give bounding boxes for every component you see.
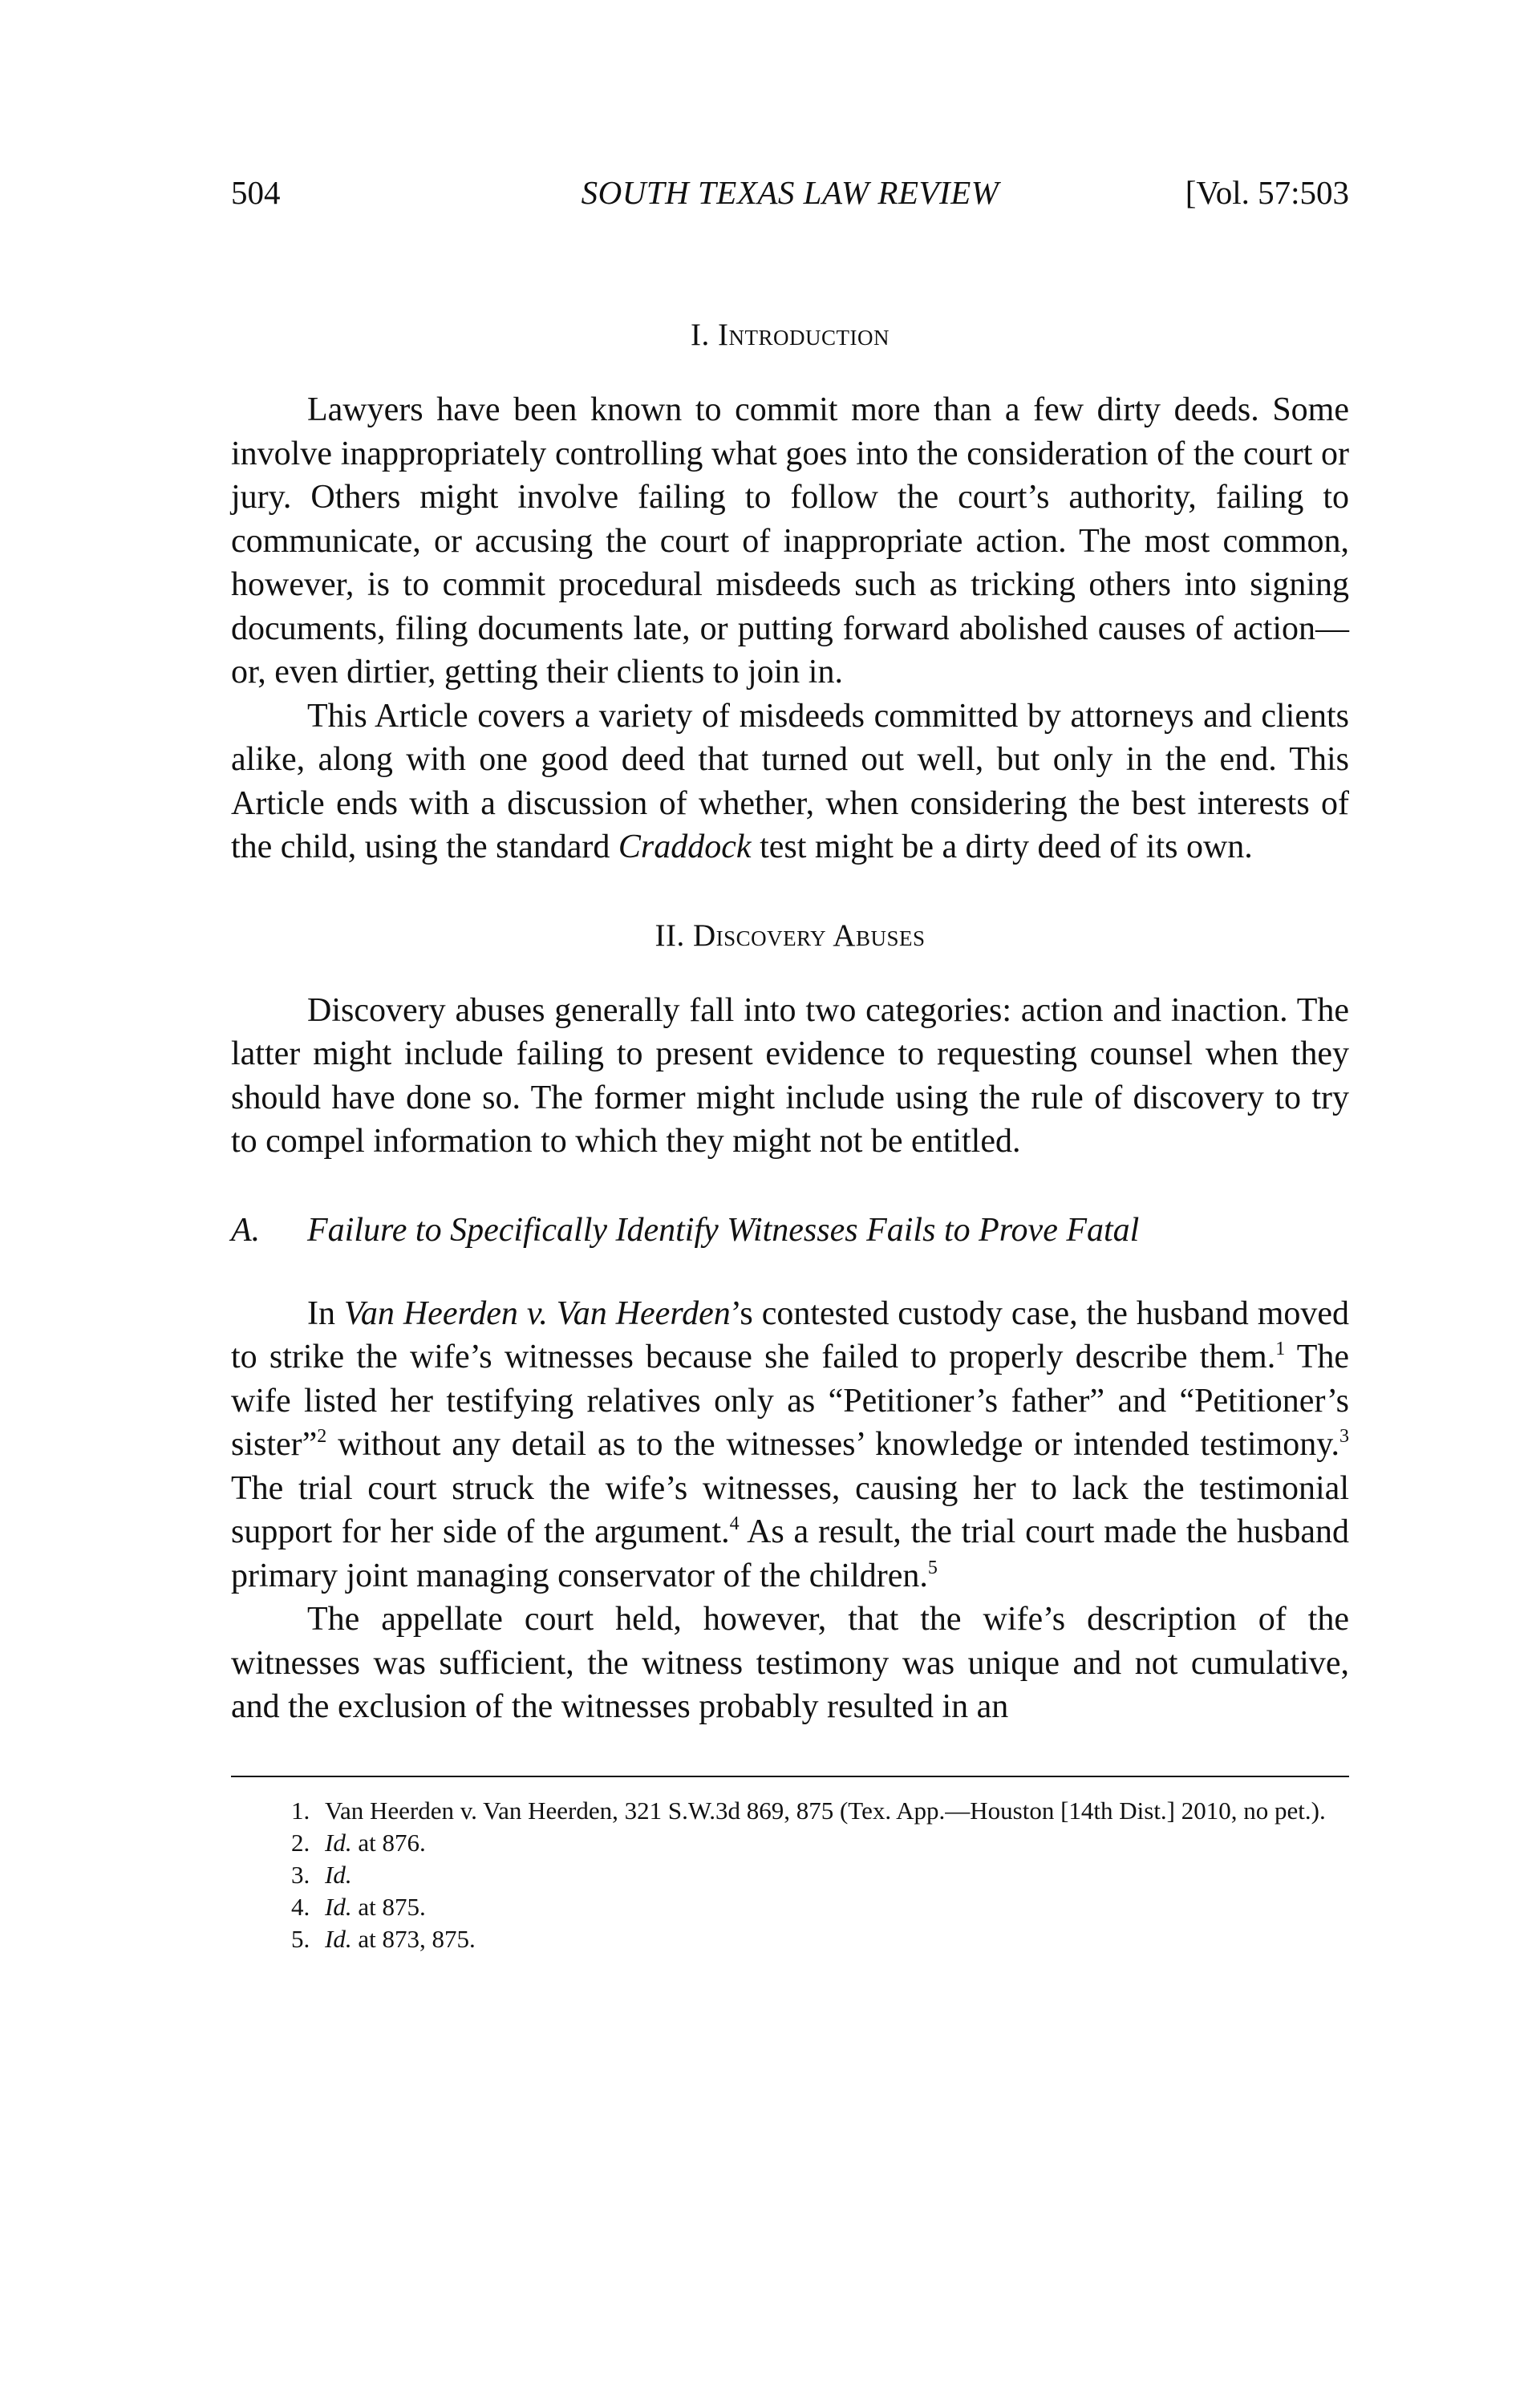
- text-run: at 873, 875.: [351, 1924, 476, 1953]
- subsection-body: [231, 1292, 1349, 1729]
- text-run: Van Heerden v. Van Heerden, 321 S.W.3d 869, 875 (Tex. App.—Houston [14th Dist.] 2010, no pet.).: [325, 1796, 1326, 1825]
- paragraph: [231, 695, 1349, 869]
- section-heading-introduction: I. Introduction: [691, 318, 890, 352]
- volume-citation: [Vol. 57:503: [1185, 174, 1349, 211]
- text-run: ’s contested custody case, the husband moved to strike the wife’s witnesses because she failed to properly describe them.: [231, 1294, 1350, 1375]
- italic-run: Id.: [325, 1860, 352, 1889]
- italic-run: Id.: [325, 1892, 352, 1921]
- text-run: test might be a dirty deed of its own.: [751, 828, 1253, 865]
- text-run: The wife listed her testifying relatives only as “Petitioner’s father” and “Petitioner’s sister”: [231, 1339, 1349, 1463]
- text-run: Lawyers have been known to commit more than a few dirty deeds. Some involve inappropriately controlling what goes into the consideration of the court or jury. Others might involve failing to follow the court’s authority, failing to communicate, or accusing the court of inappropriate action. The most common, however, is to commit procedural misdeeds such as tricking others into signing documents, filing documents late, or putting forward abolished causes of action—or, even dirtier, getting their clients to join in.: [231, 391, 1349, 691]
- italic-run: Id.: [325, 1828, 352, 1857]
- italic-run: Id.: [325, 1924, 352, 1953]
- footnotes: [231, 1795, 1349, 1955]
- text-run: without any detail as to the witnesses’ knowledge or intended testimony.: [326, 1426, 1339, 1463]
- text-run: As a result, the trial court made the husband primary joint managing conservator of the children.: [231, 1513, 1349, 1594]
- paragraph: [231, 1292, 1349, 1598]
- text-run: In: [307, 1294, 344, 1332]
- document-page: [231, 164, 1349, 1955]
- text-run: This Article covers a variety of misdeeds committed by attorneys and clients alike, along with one good deed that turned out well, but only in the end. This Article ends with a discussion of whether, when considering the best interests of the child, using the standard: [231, 697, 1349, 865]
- section-body-introduction: [231, 388, 1349, 869]
- footnote-number: 1.: [291, 1796, 310, 1825]
- running-header: [231, 164, 1349, 221]
- section-heading-discovery-abuses: II. Discovery Abuses: [654, 917, 926, 953]
- subsection-title: Failure to Specifically Identify Witnesses Fails to Prove Fatal: [307, 1211, 1140, 1249]
- footnote-ref: 4: [729, 1513, 740, 1534]
- footnote-ref: 2: [317, 1426, 327, 1447]
- journal-title: SOUTH TEXAS LAW REVIEW: [581, 174, 999, 211]
- footnote: [231, 1859, 1349, 1891]
- subsection-heading: [231, 1209, 1349, 1252]
- text-run: The appellate court held, however, that the wife’s description of the witnesses was sufficient, the witness testimony was unique and not cumulative, and the exclusion of the witnesses probably resulted in an: [231, 1601, 1349, 1725]
- footnote-number: 3.: [291, 1860, 310, 1889]
- footnote-divider: [231, 1776, 1349, 1777]
- italic-run: Craddock: [618, 828, 752, 865]
- text-run: Discovery abuses generally fall into two categories: action and inaction. The latter might include failing to present evidence to requesting counsel when they should have done so. The former might include using the rule of discovery to try to compel information to which they might not be entitled.: [231, 991, 1349, 1160]
- italic-run: Van Heerden v. Van Heerden: [343, 1294, 731, 1332]
- text-run: The trial court struck the wife’s witnesses, causing her to lack the testimonial support for her side of the argument.: [231, 1469, 1349, 1550]
- paragraph: [231, 388, 1349, 695]
- footnote: [231, 1795, 1349, 1827]
- footnote: [231, 1827, 1349, 1859]
- subsection-letter: A.: [231, 1211, 261, 1249]
- footnote-ref: 1: [1275, 1339, 1286, 1359]
- paragraph: [231, 989, 1349, 1164]
- page-number: 504: [231, 174, 281, 211]
- paragraph: [231, 1598, 1349, 1729]
- footnote-number: 2.: [291, 1828, 310, 1857]
- footnote-ref: 3: [1339, 1426, 1349, 1447]
- footnote: [231, 1923, 1349, 1955]
- footnote-ref: 5: [927, 1557, 938, 1578]
- section-body-discovery-abuses: [231, 989, 1349, 1164]
- footnote-number: 4.: [291, 1892, 310, 1921]
- footnote-number: 5.: [291, 1924, 310, 1953]
- text-run: at 876.: [351, 1828, 426, 1857]
- footnote: [231, 1891, 1349, 1923]
- text-run: at 875.: [351, 1892, 426, 1921]
